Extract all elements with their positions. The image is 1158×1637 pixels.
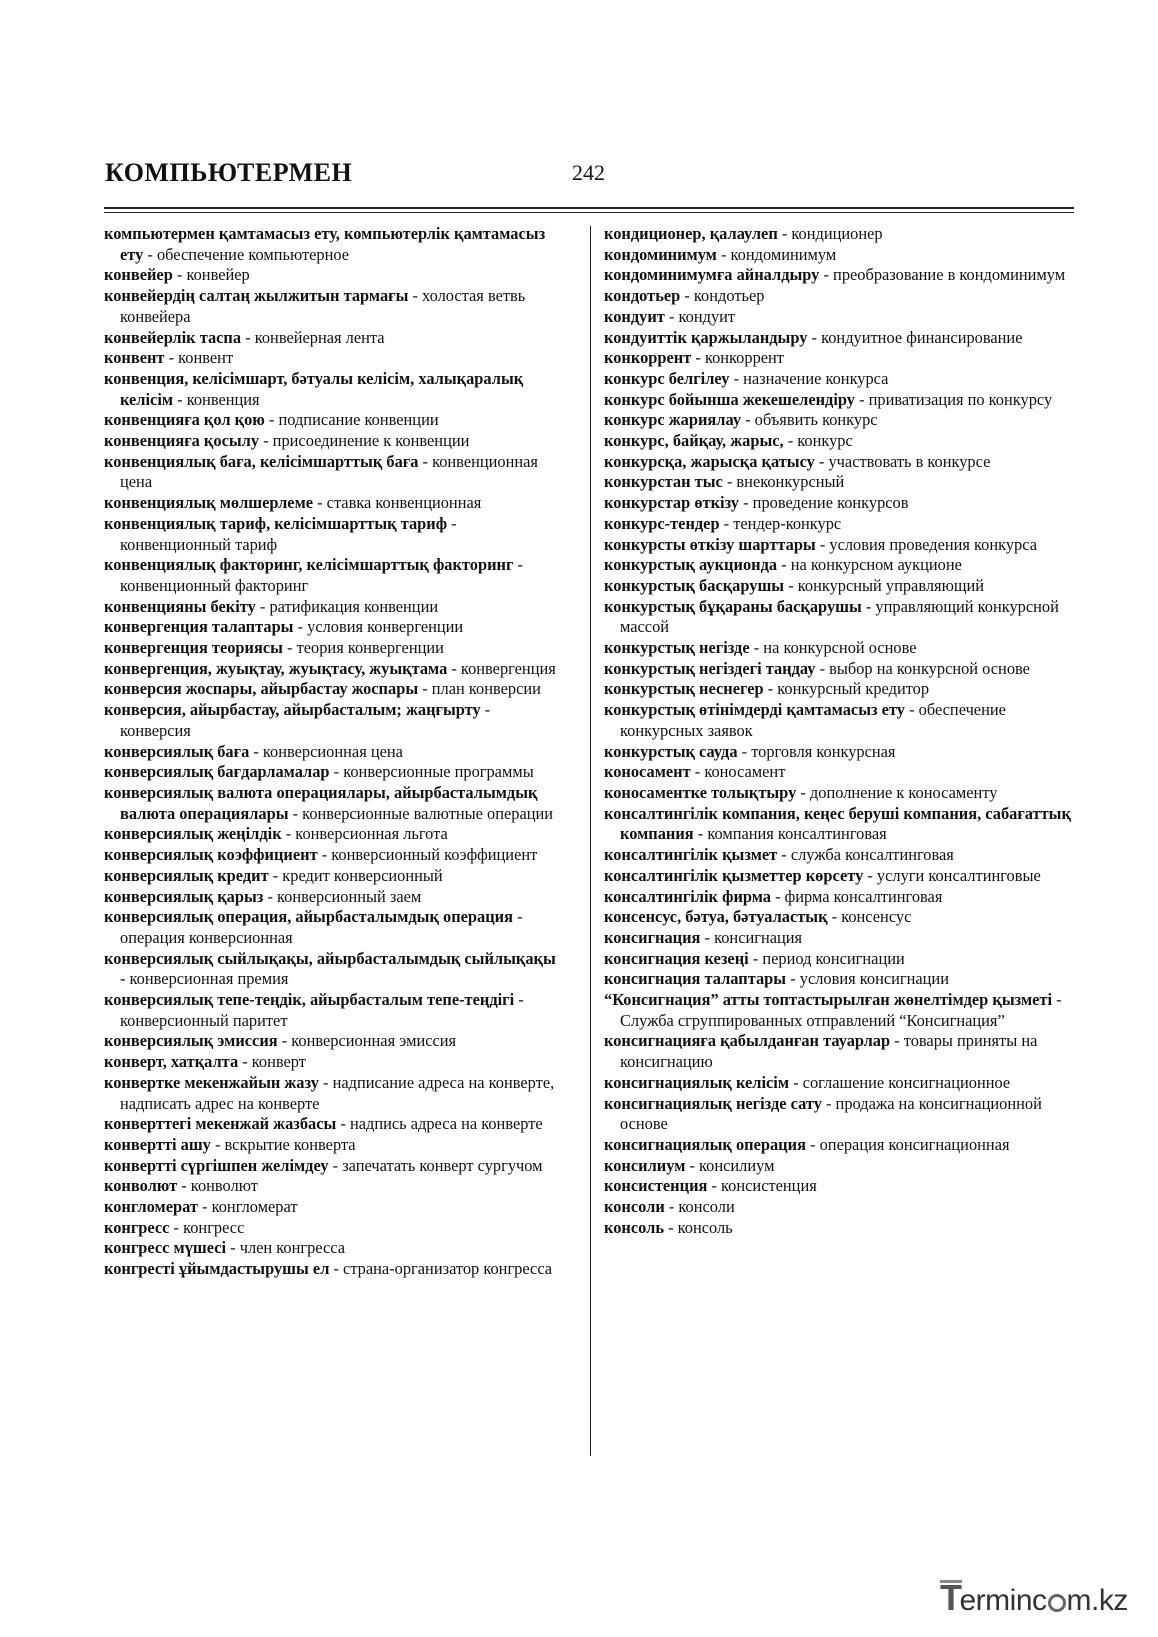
entry-term: конгресс мүшесі	[104, 1238, 227, 1258]
dictionary-entry	[604, 1073, 1076, 1094]
entry-term: конвенциялық тариф, келісімшарттық тариф	[104, 513, 448, 533]
dictionary-entry	[104, 597, 564, 618]
entry-definition: - конвергенция	[447, 658, 556, 678]
entry-term: конкурстық басқарушы	[604, 575, 785, 595]
entry-definition: - приватизация по конкурсу	[854, 389, 1053, 409]
entry-definition: - конкурсный управляющий	[784, 575, 984, 595]
entry-term: конвейерлік таспа	[104, 327, 242, 347]
entry-definition: - преобразование в кондоминимум	[819, 265, 1066, 285]
entry-definition: - компания консалтинговая	[693, 824, 887, 844]
dictionary-entry	[104, 1238, 564, 1259]
dictionary-entry	[604, 1197, 1076, 1218]
entry-term: кондиционер, қалаулеп	[604, 224, 778, 243]
entry-term: конкурстық бұқараны басқарушы	[604, 596, 862, 616]
entry-term: консалтингілік фирма	[604, 886, 772, 906]
entry-definition: - проведение конкурсов	[739, 493, 909, 513]
entry-definition: - надпись адреса на конверте	[336, 1114, 543, 1134]
dictionary-entry	[104, 1156, 564, 1177]
entry-term: конверсиялық баға	[104, 741, 250, 761]
entry-definition: - консистенция	[707, 1176, 817, 1196]
dictionary-entry	[104, 410, 564, 431]
entry-definition: - присоединение к конвенции	[259, 431, 470, 451]
entry-term: конверсиялық жеңілдік	[104, 824, 282, 844]
dictionary-entry	[104, 742, 564, 763]
entry-term: конкурс-тендер	[604, 513, 720, 533]
dictionary-entry	[104, 783, 564, 824]
entry-definition: - внеконкурсный	[722, 472, 845, 492]
entry-definition: - кондуит	[664, 306, 736, 326]
dictionary-entry	[604, 431, 1076, 452]
dictionary-entry	[104, 887, 564, 908]
entry-term: консоли	[604, 1197, 665, 1217]
entry-term: конверсиялық кредит	[104, 865, 269, 885]
dictionary-entry	[604, 969, 1076, 990]
dictionary-entry	[604, 348, 1076, 369]
dictionary-entry	[604, 410, 1076, 431]
entry-term: консигнациялық негізде сату	[604, 1093, 822, 1113]
entry-definition: - выбор на конкурсной основе	[815, 658, 1030, 678]
entry-definition: - конверсионный заем	[263, 886, 422, 906]
running-head: КОМПЬЮТЕРМЕН	[105, 158, 353, 187]
entry-definition: - консоль	[663, 1217, 733, 1237]
header-rule-thin	[104, 212, 1074, 213]
entry-term: компьютермен қамтамасыз ету, компьютерлік қамтамасыз ету	[104, 224, 546, 264]
dictionary-entry	[104, 452, 564, 493]
dictionary-entry	[604, 472, 1076, 493]
dictionary-entry	[604, 949, 1076, 970]
entry-definition: - конвенция	[173, 389, 260, 409]
entry-term: конвенция, келісімшарт, бәтуалы келісім, халықаралық келісім	[104, 368, 524, 409]
entry-definition: - кондуитное финансирование	[807, 327, 1023, 347]
entry-term: конкурстық негізде	[604, 638, 750, 658]
entry-term: конкурс, байқау, жарыс,	[604, 431, 784, 451]
entry-definition: - член конгресса	[226, 1238, 346, 1258]
entry-definition: - конвенционная цена	[120, 451, 538, 492]
entry-definition: - обеспечение конкурсных заявок	[620, 700, 1006, 740]
dictionary-entry	[604, 390, 1076, 411]
entry-term: конвертке мекенжайын жазу	[104, 1072, 319, 1092]
entry-definition: - ратификация конвенции	[255, 596, 439, 616]
entry-definition: - конверсионная эмиссия	[277, 1031, 457, 1051]
dictionary-entry	[104, 1114, 564, 1135]
entry-term: кондоминимумға айналдыру	[604, 265, 820, 285]
entry-term: консигнацияға қабылданған тауарлар	[604, 1031, 891, 1051]
entry-term: конкурстық өтінімдерді қамтамасыз ету	[604, 700, 905, 720]
entry-term: конкоррент	[604, 348, 692, 368]
dictionary-entry	[604, 328, 1076, 349]
entry-term: консенсус, бәтуа, бәтуаластық	[604, 907, 828, 927]
dictionary-entry	[604, 514, 1076, 535]
entry-term: конкурс белгілеу	[604, 368, 730, 388]
dictionary-entry	[104, 514, 564, 555]
entry-term: конкурстар өткізу	[604, 493, 740, 513]
dictionary-entry	[104, 659, 564, 680]
entry-definition: - кондиционер	[777, 224, 883, 243]
entry-term: консалтингілік қызметтер көрсету	[604, 865, 864, 885]
entry-term: конгломерат	[104, 1197, 198, 1217]
entry-definition: - коносамент	[690, 762, 786, 782]
entry-term: конверсиялық операция, айырбасталымдық операция	[104, 907, 513, 927]
entry-definition: - условия проведения конкурса	[815, 534, 1038, 554]
dictionary-entry	[104, 907, 564, 948]
entry-definition: - конкоррент	[691, 348, 784, 368]
dictionary-entry	[104, 1197, 564, 1218]
dictionary-entry	[604, 907, 1076, 928]
logo-o-icon	[1048, 1594, 1066, 1612]
page-number: 242	[572, 160, 605, 185]
dictionary-entry	[104, 431, 564, 452]
entry-term: конкурс жариялау	[604, 410, 742, 430]
entry-definition: - консенсус	[827, 907, 912, 927]
entry-definition: - продажа на консигнационной основе	[620, 1093, 1042, 1134]
dictionary-entry	[104, 762, 564, 783]
dictionary-entry	[604, 1218, 1076, 1239]
entry-term: конвент	[104, 348, 165, 368]
entry-definition: - условия конвергенции	[293, 617, 464, 637]
dictionary-entry	[604, 762, 1076, 783]
entry-definition: - подписание конвенции	[264, 410, 439, 430]
entry-definition: - конверсионная цена	[249, 741, 403, 761]
entry-term: конвенциялық баға, келісімшарттық баға	[104, 451, 419, 471]
entry-term: конвертті сүргішпен желімдеу	[104, 1155, 329, 1175]
dictionary-entry	[104, 1135, 564, 1156]
dictionary-entry	[104, 555, 564, 596]
entry-term: конкурстық неснегер	[604, 679, 764, 699]
dictionary-entry	[604, 286, 1076, 307]
dictionary-entry	[104, 845, 564, 866]
entry-term: конкурстық негіздегі таңдау	[604, 658, 816, 678]
entry-definition: - на конкурсном аукционе	[777, 555, 962, 575]
entry-definition: - конкурсный кредитор	[763, 679, 930, 699]
entry-definition: - холостая ветвь конвейера	[120, 286, 526, 326]
dictionary-entry	[604, 1031, 1076, 1072]
entry-term: консигнация кезеңі	[604, 948, 749, 968]
entry-definition: - обеспечение компьютерное	[143, 244, 350, 264]
entry-term: консоль	[604, 1217, 664, 1237]
entry-definition: - конвенционный факторинг	[120, 555, 523, 595]
entry-definition: - конверсионные валютные операции	[288, 803, 554, 823]
right-column	[604, 224, 1076, 1238]
entry-definition: - операция консигнационная	[805, 1134, 1010, 1154]
dictionary-entry	[604, 845, 1076, 866]
dictionary-entry	[604, 783, 1076, 804]
entry-definition: - запечатать конверт сургучом	[328, 1155, 543, 1175]
dictionary-entry	[104, 493, 564, 514]
entry-definition: - кредит конверсионный	[268, 865, 443, 885]
entry-definition: - условия консигнации	[786, 969, 949, 989]
dictionary-entry	[604, 535, 1076, 556]
entry-definition: - конвейерная лента	[241, 327, 385, 347]
dictionary-entry	[604, 245, 1076, 266]
entry-term: конволют	[104, 1176, 178, 1196]
entry-definition: - на конкурсной основе	[749, 638, 917, 658]
entry-term: консалтингілік қызмет	[604, 845, 778, 865]
entry-definition: - участвовать в конкурсе	[814, 451, 991, 471]
entry-term: коносаментке толықтыру	[604, 782, 797, 802]
dictionary-entry	[604, 576, 1076, 597]
entry-definition: - теория конвергенции	[282, 638, 444, 658]
entry-term: кондуит	[604, 306, 665, 326]
entry-definition: - план конверсии	[418, 679, 541, 699]
entry-definition: - конверсионный коэффициент	[317, 845, 538, 865]
entry-definition: - торговля конкурсная	[737, 741, 896, 761]
dictionary-entry	[104, 1052, 564, 1073]
dictionary-entry	[104, 1176, 564, 1197]
entry-term: консигнациялық операция	[604, 1134, 806, 1154]
entry-definition: - консоли	[664, 1197, 735, 1217]
dictionary-entry	[604, 866, 1076, 887]
dictionary-entry	[104, 866, 564, 887]
entry-definition: - конверсия	[120, 700, 491, 740]
dictionary-entry	[604, 804, 1076, 845]
dictionary-entry	[104, 700, 564, 741]
entry-term: конкурс бойынша жекешелендіру	[604, 389, 855, 409]
dictionary-entry	[604, 597, 1076, 638]
dictionary-entry	[604, 990, 1076, 1031]
entry-term: конвенциялық мөлшерлеме	[104, 493, 314, 513]
dictionary-entry	[604, 265, 1076, 286]
entry-definition: - управляющий конкурсной массой	[620, 596, 1059, 637]
dictionary-entry	[604, 224, 1076, 245]
entry-term: конкурсқа, жарысқа қатысу	[604, 451, 815, 471]
entry-term: конвенцияға қол қою	[104, 410, 265, 430]
entry-term: конкурстан тыс	[604, 472, 723, 492]
entry-definition: - вскрытие конверта	[210, 1134, 356, 1154]
entry-definition: - конгломерат	[197, 1197, 298, 1217]
entry-term: конверт, хатқалта	[104, 1052, 239, 1072]
left-column	[104, 224, 564, 1280]
entry-term: конверсия жоспары, айырбастау жоспары	[104, 679, 419, 699]
dictionary-entry	[604, 1135, 1076, 1156]
entry-definition: - конверсионный паритет	[120, 990, 524, 1030]
dictionary-entry	[604, 1094, 1076, 1135]
entry-definition: - товары приняты на консигнацию	[620, 1031, 1038, 1072]
entry-definition: - консилиум	[685, 1155, 775, 1175]
entry-term: конверсиялық тепе-теңдік, айырбасталым тепе-теңдігі	[104, 990, 515, 1010]
dictionary-entry	[104, 286, 564, 327]
dictionary-entry	[104, 348, 564, 369]
entry-definition: - служба консалтинговая	[777, 845, 954, 865]
dictionary-entry	[604, 679, 1076, 700]
dictionary-entry	[104, 990, 564, 1031]
entry-definition: - тендер-конкурс	[719, 513, 842, 533]
entry-definition: - операция конверсионная	[120, 907, 523, 947]
entry-term: конверсиялық валюта операциялары, айырбасталымдық валюта операциялары	[104, 782, 538, 823]
entry-definition: - конвенционный тариф	[120, 513, 457, 554]
logo-text-main: erminc	[959, 1584, 1047, 1617]
entry-term: конвейер	[104, 265, 173, 285]
logo-letter-t: T	[940, 1577, 962, 1618]
dictionary-entry	[604, 742, 1076, 763]
entry-term: конвейердің салтаң жылжитын тармағы	[104, 286, 409, 306]
entry-term: конверсиялық қарыз	[104, 886, 264, 906]
dictionary-entry	[604, 659, 1076, 680]
entry-definition: - соглашение консигнационное	[789, 1072, 1011, 1092]
entry-definition: - Служба сгруппированных отправлений “Консигнация”	[620, 990, 1062, 1030]
dictionary-entry	[104, 1073, 564, 1114]
entry-term: конверттегі мекенжай жазбасы	[104, 1114, 337, 1134]
entry-definition: - конвейер	[172, 265, 250, 285]
dictionary-entry	[104, 1218, 564, 1239]
dictionary-entry	[604, 493, 1076, 514]
entry-definition: - конвент	[164, 348, 234, 368]
entry-term: конкурстық аукционда	[604, 555, 778, 575]
entry-definition: - надписание адреса на конверте, надписать адрес на конверте	[120, 1072, 555, 1113]
dictionary-entry	[604, 452, 1076, 473]
entry-term: конверсиялық сыйлықақы, айырбасталымдық сыйлықақы	[104, 948, 556, 968]
dictionary-entry	[104, 1259, 564, 1280]
entry-term: конверсиялық эмиссия	[104, 1031, 278, 1051]
entry-term: консигнация талаптары	[604, 969, 787, 989]
entry-term: конверсиялық бағдарламалар	[104, 762, 330, 782]
dictionary-entry	[104, 1031, 564, 1052]
entry-definition: - кондоминимум	[716, 244, 837, 264]
entry-term: конвергенция талаптары	[104, 617, 294, 637]
entry-term: конкурстық сауда	[604, 741, 738, 761]
entry-definition: - услуги консалтинговые	[863, 865, 1041, 885]
column-divider	[590, 226, 591, 1456]
entry-term: консилиум	[604, 1155, 686, 1175]
entry-definition: - кондотьер	[680, 286, 765, 306]
entry-term: консалтингілік компания, кеңес беруші компания, сабағаттық компания	[604, 803, 1071, 844]
dictionary-entry	[604, 555, 1076, 576]
dictionary-entry	[604, 369, 1076, 390]
entry-term: конгресті ұйымдастырушы ел	[104, 1259, 330, 1279]
entry-term: конвергенция теориясы	[104, 638, 283, 658]
dictionary-entry	[604, 928, 1076, 949]
dictionary-entry	[604, 700, 1076, 741]
dictionary-entry	[104, 638, 564, 659]
logo-text-domain: m.kz	[1066, 1584, 1128, 1617]
dictionary-entry	[104, 679, 564, 700]
entry-definition: - ставка конвенционная	[313, 493, 482, 513]
entry-term: конкурсты өткізу шарттары	[604, 534, 816, 554]
entry-term: “Консигнация” атты топтастырылған жөнелтімдер қызметі	[604, 990, 1053, 1010]
entry-definition: - конверсионная премия	[120, 969, 289, 989]
dictionary-entry	[604, 887, 1076, 908]
dictionary-entry	[104, 328, 564, 349]
dictionary-entry	[604, 1176, 1076, 1197]
dictionary-entry	[104, 224, 564, 265]
entry-definition: - период консигнации	[748, 948, 905, 968]
entry-term: консистенция	[604, 1176, 708, 1196]
dictionary-entry	[104, 824, 564, 845]
entry-definition: - конкурс	[783, 431, 853, 451]
entry-term: конвергенция, жуықтау, жуықтасу, жуықтама	[104, 658, 448, 678]
entry-term: конвенцияны бекіту	[104, 596, 256, 616]
entry-definition: - конверсионные программы	[329, 762, 534, 782]
entry-term: кондоминимум	[604, 244, 717, 264]
entry-term: конверсия, айырбастау, айырбасталым; жаңғырту	[104, 700, 481, 720]
entry-term: коносамент	[604, 762, 691, 782]
entry-definition: - конгресс	[169, 1217, 245, 1237]
entry-definition: - конволют	[177, 1176, 258, 1196]
entry-term: консигнация	[604, 927, 701, 947]
entry-definition: - консигнация	[700, 927, 803, 947]
termincom-logo	[940, 1577, 1140, 1620]
entry-definition: - объявить конкурс	[741, 410, 878, 430]
entry-term: конвертті ашу	[104, 1134, 211, 1154]
entry-term: кондуиттік қаржыландыру	[604, 327, 808, 347]
entry-term: кондотьер	[604, 286, 681, 306]
dictionary-entry	[604, 638, 1076, 659]
entry-term: конверсиялық коэффициент	[104, 845, 318, 865]
entry-definition: - дополнение к коносаменту	[796, 782, 998, 802]
entry-term: конгресс	[104, 1217, 170, 1237]
entry-term: конвенцияға қосылу	[104, 431, 260, 451]
entry-definition: - фирма консалтинговая	[771, 886, 943, 906]
entry-term: конвенциялық факторинг, келісімшарттық факторинг	[104, 555, 514, 575]
entry-definition: - конверт	[238, 1052, 306, 1072]
dictionary-entry	[104, 617, 564, 638]
entry-definition: - назначение конкурса	[729, 368, 889, 388]
dictionary-entry	[604, 307, 1076, 328]
dictionary-entry	[104, 949, 564, 990]
dictionary-entry	[104, 369, 564, 410]
entry-definition: - конверсионная льгота	[281, 824, 448, 844]
entry-definition: - страна-организатор конгресса	[329, 1259, 553, 1279]
dictionary-entry	[104, 265, 564, 286]
header-rule-thick	[104, 207, 1074, 209]
entry-term: консигнациялық келісім	[604, 1072, 790, 1092]
dictionary-entry	[604, 1156, 1076, 1177]
